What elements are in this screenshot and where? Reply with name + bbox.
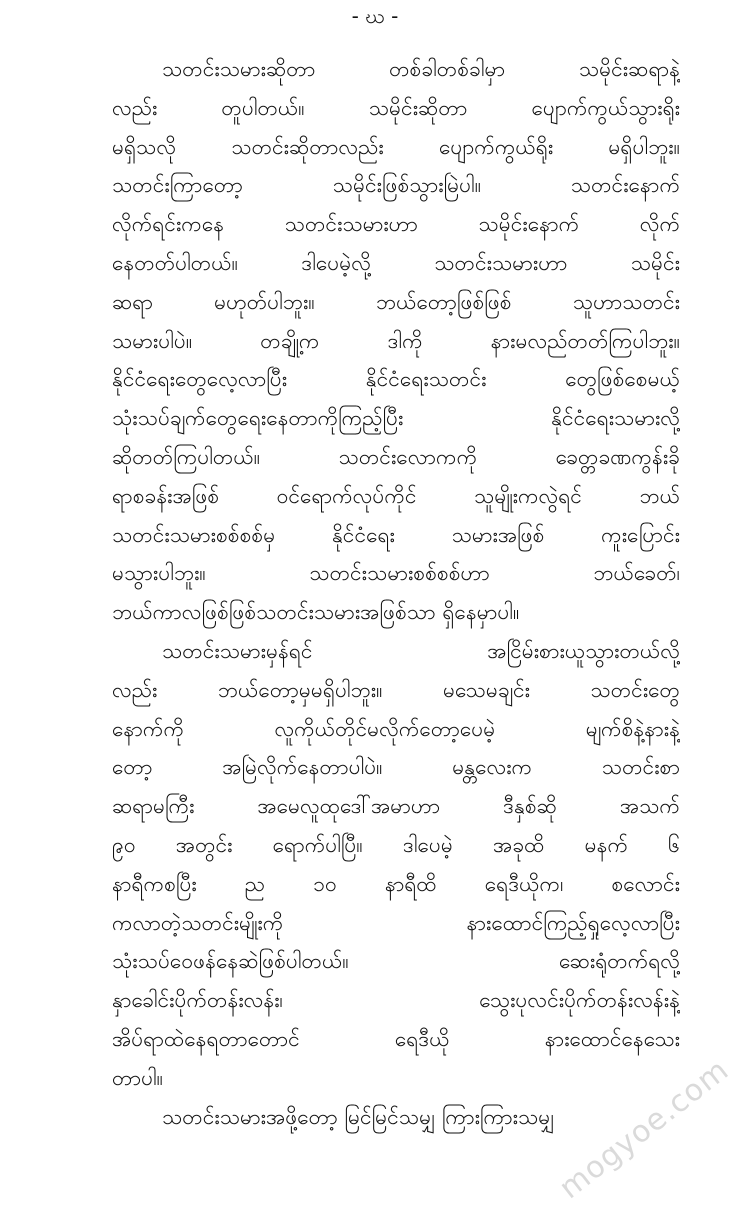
text-line: နေတတ်ပါတယ်။ ဒါပေမဲ့လို့ သတင်းသမားဟာ သမိုင်း xyxy=(112,250,680,275)
text-line: နှာခေါင်းပိုက်တန်းလန်း၊ သွေးပုလင်းပိုက်တန်းလန်းနဲ့ xyxy=(112,988,680,1013)
text-line: ရာစခန်းအဖြစ် ဝင်ရောက်လုပ်ကိုင် သူမျိုးကလွဲရင် ဘယ် xyxy=(112,483,680,508)
text-line: နိုင်ငံရေးတွေလေ့လာပြီး နိုင်ငံရေးသတင်း တွေဖြစ်စေမယ့် xyxy=(112,367,680,392)
text-line: ဘယ်ကာလဖြစ်ဖြစ်သတင်းသမားအဖြစ်သာ ရှိနေမှာပါ။ xyxy=(112,600,520,625)
paragraph xyxy=(112,632,680,1098)
text-line: သုံးသပ်ဝေဖန်နေဆဲဖြစ်ပါတယ်။ ဆေးရုံတက်ရလို့ xyxy=(112,949,680,974)
text-line: သတင်းသမားဆိုတာ တစ်ခါတစ်ခါမှာ သမိုင်းဆရာနဲ့ xyxy=(162,57,680,81)
text-line: လိုက်ရင်းကနေ သတင်းသမားဟာ သမိုင်းနောက် လိုက် xyxy=(112,212,680,237)
text-line: မသွားပါဘူး။ သတင်းသမားစစ်စစ်ဟာ ဘယ်ခေတ်၊ xyxy=(112,561,680,586)
text-line: သတင်းသမားစစ်စစ်မှ နိုင်ငံရေး သမားအဖြစ် ကူးပြောင်း xyxy=(112,522,680,547)
text-line: လည်း တူပါတယ်။ သမိုင်းဆိုတာ ပျောက်ကွယ်သွားရိုး xyxy=(112,95,680,120)
paragraph xyxy=(112,1098,680,1137)
text-line: သမားပါပဲ။ တချို့က ဒါကို နားမလည်တတ်ကြပါဘူး။ xyxy=(112,328,680,353)
text-line: ကလာတဲ့သတင်းမျိုးကို နားထောင်ကြည့်ရှုလေ့လာပြီး xyxy=(112,910,680,935)
text-line: နာရီကစပြီး ည ၁၀ နာရီထိ ရေဒီယိုက၊ စလောင်း xyxy=(112,871,680,896)
text-line: ဆရာ မဟုတ်ပါဘူး။ ဘယ်တော့ဖြစ်ဖြစ် သူဟာသတင်း xyxy=(112,289,680,314)
text-line: သတင်းကြာတော့ သမိုင်းဖြစ်သွားမြဲပါ။ သတင်းနောက် xyxy=(112,173,680,198)
text-line: နောက်ကို လူကိုယ်တိုင်မလိုက်တော့ပေမဲ့ မျက်စိနဲ့နားနဲ့ xyxy=(112,716,680,741)
text-line: ဆိုတတ်ကြပါတယ်။ သတင်းလောကကို ခေတ္တခဏကွန်းခို xyxy=(112,444,680,469)
text-line: မရှိသလို သတင်းဆိုတာလည်း ပျောက်ကွယ်ရိုး မရှိပါဘူး။ xyxy=(112,134,680,159)
text-line: အိပ်ရာထဲနေရတာတောင် ရေဒီယို နားထောင်နေသေး xyxy=(112,1026,680,1051)
text-line: သုံးသပ်ချက်တွေရေးနေတာကိုကြည့်ပြီး နိုင်ငံရေးသမားလို့ xyxy=(112,406,680,431)
text-line: လည်း ဘယ်တော့မှမရှိပါဘူး။ မသေမချင်း သတင်းတွေ xyxy=(112,677,680,702)
page-number: - ဃ - xyxy=(351,4,399,28)
text-line: တာပါ။ xyxy=(112,1065,164,1090)
text-line: သတင်းသမားအဖို့တော့ မြင်မြင်သမျှ ကြားကြားသမျှ xyxy=(162,1104,555,1129)
body-text xyxy=(112,50,680,1136)
text-line: ဆရာမကြီး အမေလူထုဒေါ်အမာဟာ ဒီနှစ်ဆို အသက် xyxy=(112,794,680,819)
text-line: သတင်းသမားမှန်ရင် အငြိမ်းစားယူသွားတယ်လို့ xyxy=(162,638,680,663)
text-line: တော့ အမြဲလိုက်နေတာပါပဲ။ မန္တလေးက သတင်းစာ xyxy=(112,755,680,780)
text-line: ၉၀ အတွင်း ရောက်ပါပြီ။ ဒါပေမဲ့ အခုထိ မနက် ၆ xyxy=(112,832,680,857)
paragraph xyxy=(112,50,680,632)
watermark: mogyoe.com xyxy=(553,1052,736,1206)
